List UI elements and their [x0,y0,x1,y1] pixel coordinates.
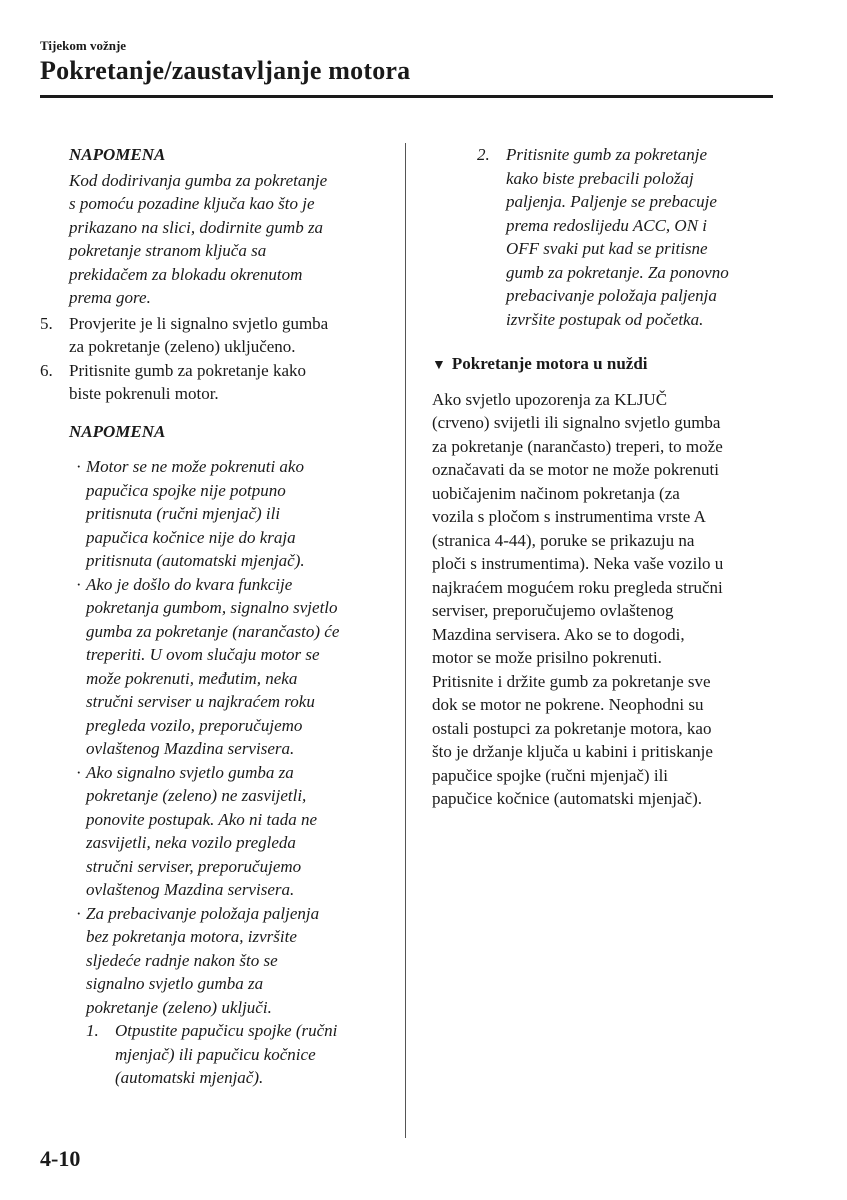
text-line: najkraćem mogućem roku pregleda stručni [432,577,723,597]
page-title: Pokretanje/zaustavljanje motora [40,56,411,85]
text-line: dok se motor ne pokrene. Neophodni su [432,695,704,714]
text-line: motor se može prisilno pokrenuti. [432,648,662,667]
text-line: gumb za pokretanje. Za ponovno [506,262,729,282]
substep-2 [477,143,772,331]
bullet-dot-icon: · [76,762,81,782]
text-line: Otpustite papučicu spojke (ručni [115,1021,338,1040]
text-line: Ako je došlo do kvara funkcije [86,574,293,594]
text-line: stručni serviser u najkraćem roku [86,692,315,711]
text-line: ploči s instrumentima). Neka vaše vozilo u [432,554,724,573]
text-line: signalno svjetlo gumba za [86,974,264,993]
text-line: izvršite postupak od početka. [506,309,704,329]
text-line: stručni serviser, preporučujemo [86,856,302,876]
text-line: bez pokretanja motora, izvršite [86,927,297,946]
note-bullet-list [71,455,385,1090]
left-column [40,143,385,1090]
text-line: prema redoslijedu ACC, ON i [506,215,708,235]
text-line: ostali postupci za pokretanje motora, kao [432,718,712,738]
text-line: papučica spojke nije potpuno [86,480,286,500]
text-line: OFF svaki put kad se pritisne [506,239,708,258]
triangle-down-icon: ▼ [432,358,446,373]
text-line: Pritisnite gumb za pokretanje [506,145,707,164]
column-divider [405,143,406,1138]
text-line: pokretanja gumbom, signalno svjetlo [86,598,338,617]
text-line: pregleda vozilo, preporučujemo [86,715,303,735]
text-line: pokretanje (zeleno) uključi. [86,997,272,1017]
emergency-start-paragraph [432,388,772,811]
text-line: Za prebacivanje položaja paljenja [86,903,320,923]
text-line: papučica kočnice nije do kraja [86,527,296,547]
text-line: gumba za pokretanje (narančasto) će [86,621,340,641]
text-line: prebacivanje položaja paljenja [506,286,717,305]
bullet-dot-icon: · [76,574,81,594]
subheading-text: Pokretanje motora u nuždi [451,354,648,373]
bullet-item [71,761,385,902]
bullet-item [71,902,385,1020]
text-line: zasvijetli, neka vozilo pregleda [86,833,296,852]
text-line: papučice spojke (ručni mjenjač) ili [432,765,669,785]
text-line: vozila s pločom s instrumentima vrste A [432,507,706,526]
text-line: s pomoću pozadine ključa kao što je [69,194,315,213]
title-rule [40,95,773,98]
text-line: paljenja. Paljenje se prebacuje [506,192,717,211]
text-line: Motor se ne može pokrenuti ako [86,457,304,476]
text-line: ovlaštenog Mazdina servisera. [86,880,295,899]
text-line: što je držanje ključa u kabini i pritiskanje [432,742,713,761]
text-line: (automatski mjenjač). [115,1068,264,1087]
bullet-item [71,455,385,573]
note-heading: NAPOMENA [69,421,166,441]
bullet-dot-icon: · [76,903,81,923]
substep-number: 1. [86,1021,99,1040]
step-text [69,359,385,406]
bullet-item [71,573,385,761]
text-line: Ako signalno svjetlo gumba za [86,762,294,782]
bullet-dot-icon: · [76,457,81,476]
emergency-start-heading [432,352,772,378]
step-number: 5. [40,313,53,333]
text-line: označavati da se motor ne može pokrenuti [432,460,719,479]
page-number: 4-10 [40,1146,81,1171]
text-line: pokretanje stranom ključa sa [69,241,267,260]
right-column [432,143,772,811]
section-label: Tijekom vožnje [40,38,127,53]
text-line: za pokretanje (zeleno) uključeno. [69,337,296,356]
text-line: mjenjač) ili papučicu kočnice [115,1044,316,1064]
text-line: ponovite postupak. Ako ni tada ne [86,809,318,829]
text-line: pritisnuta (automatski mjenjač). [86,551,305,570]
text-line: sljedeće radnje nakon što se [86,950,278,970]
text-line: ovlaštenog Mazdina servisera. [86,739,295,758]
text-line: pritisnuta (ručni mjenjač) ili [86,504,281,523]
text-line: prekidačem za blokadu okrenutom [69,264,303,284]
text-line: (stranica 4-44), poruke se prikazuju na [432,530,695,550]
text-line: Pritisnite i držite gumb za pokretanje sve [432,671,711,691]
text-line: biste pokrenuli motor. [69,384,219,403]
text-line: Ako svjetlo upozorenja za KLJUČ [432,389,668,409]
text-line: prema gore. [69,288,151,307]
text-line: Pritisnite gumb za pokretanje kako [69,360,306,380]
note-body [69,169,385,310]
note-heading: NAPOMENA [69,145,166,164]
text-line: pokretanje (zeleno) ne zasvijetli, [86,786,307,805]
text-line: kako biste prebacili položaj [506,168,694,188]
text-line: za pokretanje (narančasto) treperi, to može [432,436,723,456]
text-line: treperiti. U ovom slučaju motor se [86,645,320,664]
text-line: Mazdina servisera. Ako se to dogodi, [432,624,685,644]
substep-1 [86,1019,385,1090]
text-line: može pokrenuti, međutim, neka [86,668,298,688]
text-line: papučice kočnice (automatski mjenjač). [432,789,702,808]
text-line: Kod dodirivanja gumba za pokretanje [69,170,328,190]
step-number: 6. [40,360,53,380]
step-6 [40,359,385,406]
text-line: uobičajenim načinom pokretanja (za [432,483,680,503]
text-line: Provjerite je li signalno svjetlo gumba [69,313,329,333]
step-text [69,312,385,359]
text-line: prikazano na slici, dodirnite gumb za [69,217,324,237]
text-line: serviser, preporučujemo ovlaštenog [432,601,674,620]
text-line: (crveno) svijetli ili signalno svjetlo gumba [432,413,721,432]
substep-number: 2. [477,145,490,164]
step-5 [40,312,385,359]
